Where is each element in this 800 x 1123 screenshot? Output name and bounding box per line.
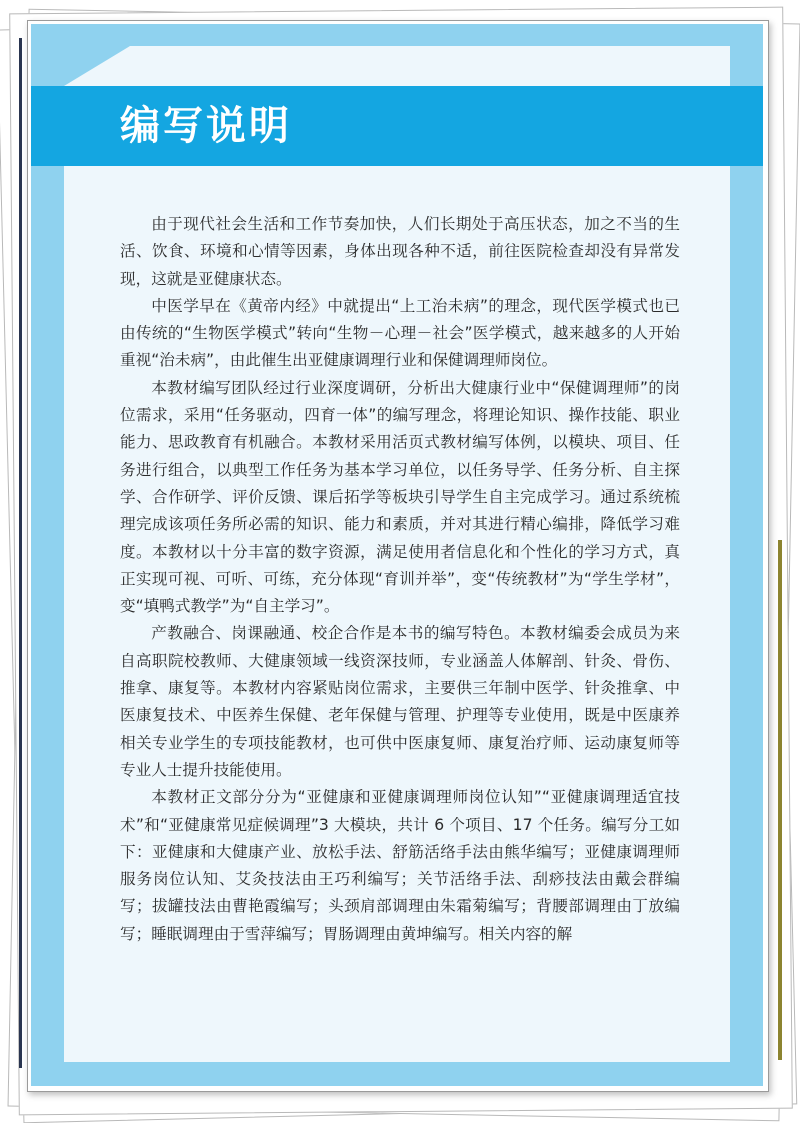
panel-corner-decoration	[64, 46, 130, 86]
paragraph-5: 本教材正文部分分为“亚健康和亚健康调理师岗位认知”“亚健康调理适宜技术”和“亚健康常见症候调理”3 大模块，共计 6 个项目、17 个任务。编写分工如下：亚健康和大健康产业、放松手法、舒筋活络手法由熊华编写；亚健康调理师服务岗位认知、艾灸技法由王巧利编写；关节活络手法、刮痧技法由戴会群编写；拔罐技法由曹艳霞编写；头颈肩部调理由朱霜菊编写；背腰部调理由丁放编写；睡眠调理由于雪萍编写；胃肠调理由黄坤编写。相关内容的解	[120, 788, 680, 943]
paragraph-3: 本教材编写团队经过行业深度调研，分析出大健康行业中“保健调理师”的岗位需求，采用“任务驱动，四育一体”的编写理念，将理论知识、操作技能、职业能力、思政教育有机融合。本教材采用活页式教材编写体例，以模块、项目、任务进行组合，以典型工作任务为基本学习单位，以任务导学、任务分析、自主探学、合作研学、评价反馈、课后拓学等板块引导学生自主完成学习。通过系统梳理完成该项任务所必需的知识、能力和素质，并对其进行精心编排，降低学习难度。本教材以十分丰富的数字资源，满足使用者信息化和个性化的学习方式，真正实现可视、可听、可练，充分体现“育训并举”，变“传统教材”为“学生学材”，变“填鸭式教学”为“自主学习”。	[120, 378, 680, 616]
page-title: 编写说明	[120, 103, 292, 149]
paragraph-1: 由于现代社会生活和工作节奏加快，人们长期处于高压状态，加之不当的生活、饮食、环境和心情等因素，身体出现各种不适，前往医院检查却没有异常发现，这就是亚健康状态。	[120, 215, 680, 288]
paragraph-2: 中医学早在《黄帝内经》中就提出“上工治未病”的理念，现代医学模式也已由传统的“生物医学模式”转向“生物－心理－社会”医学模式，越来越多的人开始重视“治未病”，由此催生出亚健康调理行业和保健调理师岗位。	[120, 296, 680, 370]
back-sheet-edge-left	[19, 38, 22, 1068]
back-sheet-edge-right	[778, 540, 782, 1060]
body-text	[120, 211, 680, 948]
paragraph-4: 产教融合、岗课融通、校企合作是本书的编写特色。本教材编委会成员为来自高职院校教师、大健康领域一线资深技师，专业涵盖人体解剖、针灸、骨伤、推拿、康复等。本教材内容紧贴岗位需求，主要供三年制中医学、针灸推拿、中医康复技术、中医养生保健、老年保健与管理、护理等专业使用，既是中医康养相关专业学生的专项技能教材，也可供中医康复师、康复治疗师、运动康复师等专业人士提升技能使用。	[120, 624, 680, 779]
